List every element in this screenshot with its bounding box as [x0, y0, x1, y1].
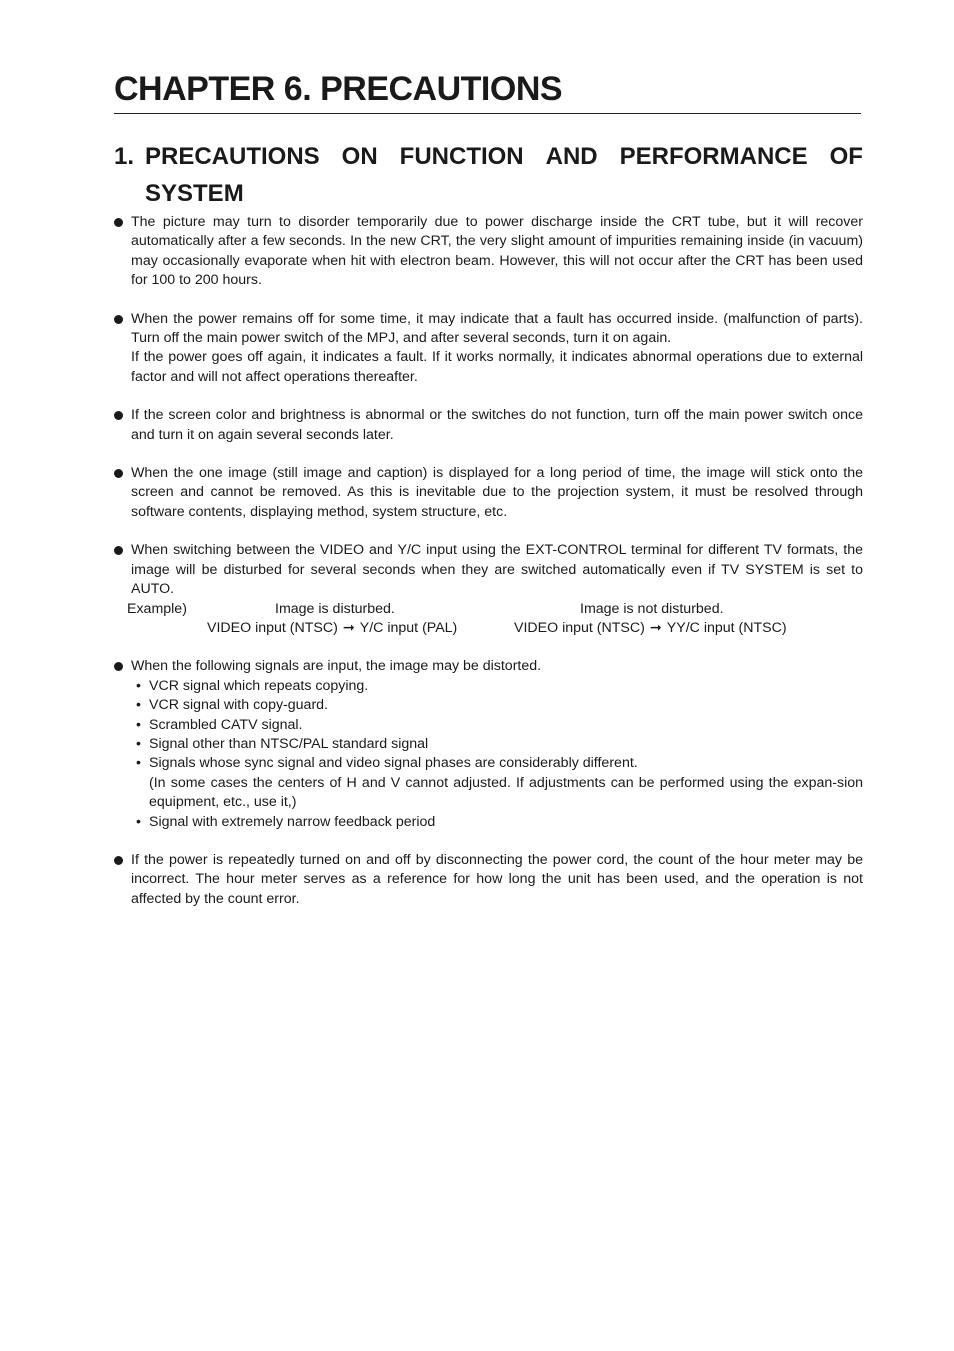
list-item: • Signals whose sync signal and video signal phases are considerably different. (In some cases the centers of H and V cannot adjusted. If adjustments can be performed using the expan-sion equipment, etc., use it,)	[131, 754, 863, 812]
bullet-dot-icon	[114, 662, 123, 671]
example-heading-row	[114, 600, 863, 619]
section-title-word: AND	[545, 143, 598, 170]
precaution-text: When the power remains off for some time, it may indicate that a fault has occurred inside. (malfunction of parts). Turn off the main power switch of the MPJ, and after several seconds, turn it on again.	[131, 310, 863, 347]
section-title	[114, 138, 863, 212]
precaution-item	[114, 464, 863, 522]
precaution-text: If the power is repeatedly turned on and off by disconnecting the power cord, the count of the hour meter may be incorrect. The hour meter serves as a reference for how long the unit has been used, and the operation is not affected by the count error.	[131, 851, 863, 907]
example-values-row	[114, 619, 863, 638]
bullet-dot-icon	[114, 469, 123, 478]
section-title-word: PRECAUTIONS	[145, 143, 320, 170]
not-disturbed-from: VIDEO input (NTSC)	[514, 619, 645, 636]
list-item-note: (In some cases the centers of H and V cannot adjusted. If adjustments can be performed using the expan-sion equipment, etc., use it,)	[149, 774, 863, 811]
arrow-right-icon: ➞	[649, 619, 662, 636]
disturbed-heading: Image is disturbed.	[275, 600, 395, 617]
example-label: Example)	[127, 600, 187, 617]
precaution-text: The picture may turn to disorder temporarily due to power discharge inside the CRT tube, but it will recover automatically after a few seconds. In the new CRT, the very slight amount of impurities remaining inside (in vacuum) may occasionally evaporate when hit with electron beam. However, this will not occur after the CRT has been used for 100 to 200 hours.	[131, 214, 863, 289]
list-item: • Signal other than NTSC/PAL standard signal	[136, 735, 429, 752]
section-number: 1.	[114, 143, 135, 170]
section-title-line2: SYSTEM	[145, 180, 244, 207]
section-title-word: OF	[829, 143, 863, 170]
not-disturbed-example	[514, 619, 787, 638]
precaution-text: If the screen color and brightness is abnormal or the switches do not function, turn off the main power switch once and turn it on again several seconds later.	[131, 407, 863, 443]
list-item: • Signal with extremely narrow feedback period	[136, 813, 436, 830]
section-title-word: PERFORMANCE	[619, 143, 808, 170]
bullet-dot-icon	[114, 856, 123, 865]
precaution-text: When the following signals are input, the image may be distorted.	[131, 658, 542, 675]
precaution-item	[114, 406, 863, 445]
precaution-item	[114, 213, 863, 291]
list-item: • Scrambled CATV signal.	[136, 716, 303, 733]
section-title-word: FUNCTION	[399, 143, 524, 170]
bullet-dot-icon	[114, 315, 123, 324]
bullet-dot-icon	[114, 411, 123, 420]
bullet-dot-icon	[114, 546, 123, 555]
precaution-item	[114, 851, 863, 909]
precaution-text-continued: If the power goes off again, it indicates a fault. If it works normally, it indicates abnormal operations due to external factor and will not affect operations thereafter.	[131, 349, 863, 385]
disturbed-from: VIDEO input (NTSC)	[207, 619, 338, 636]
list-item: • VCR signal with copy-guard.	[136, 697, 328, 714]
precaution-item	[114, 541, 863, 599]
disturbed-example	[207, 619, 457, 638]
not-disturbed-heading: Image is not disturbed.	[580, 600, 724, 617]
section-title-line1	[114, 138, 863, 175]
disturbed-to: Y/C input (PAL)	[359, 619, 458, 636]
section-title-word: ON	[341, 143, 378, 170]
precaution-item	[114, 657, 863, 832]
precautions-list	[114, 213, 863, 909]
precaution-item	[114, 310, 863, 388]
example-block	[114, 600, 863, 639]
bullet-dot-icon	[114, 218, 123, 227]
list-item: • VCR signal which repeats copying.	[136, 677, 369, 694]
precaution-text: When switching between the VIDEO and Y/C input using the EXT-CONTROL terminal for different TV formats, the image will be disturbed for several seconds when they are switched automatically even if TV SYSTEM is set to AUTO.	[131, 542, 863, 598]
signal-list	[131, 677, 863, 832]
chapter-title: CHAPTER 6. PRECAUTIONS	[114, 70, 563, 108]
title-divider	[114, 113, 861, 114]
arrow-right-icon: ➞	[342, 619, 355, 636]
not-disturbed-to: YY/C input (NTSC)	[666, 619, 787, 636]
precaution-text: When the one image (still image and caption) is displayed for a long period of time, the image will stick onto the screen and cannot be removed. As this is inevitable due to the projection system, it must be resolved through software contents, displaying method, system structure, etc.	[131, 465, 863, 520]
